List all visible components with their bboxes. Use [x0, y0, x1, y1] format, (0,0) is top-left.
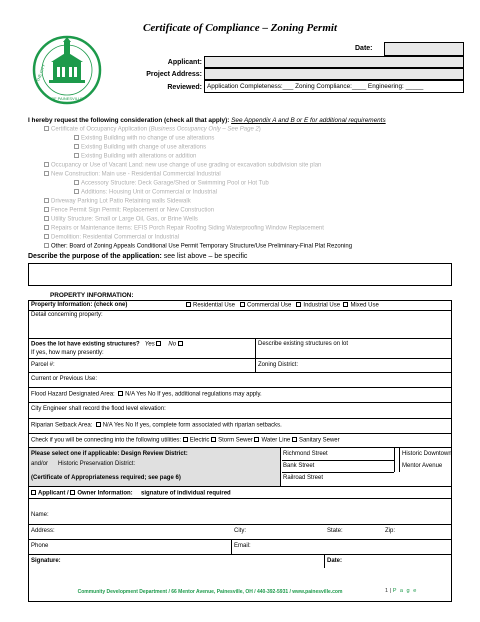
consideration-item-13[interactable]: Other: Board of Zoning Appeals Conditional Use Permit Temporary Structure/Use Preliminary-Final Plat Rezoning — [44, 243, 352, 250]
checkbox[interactable] — [44, 234, 49, 239]
checkbox-electric[interactable] — [183, 437, 188, 442]
checkbox-storm-sewer[interactable] — [211, 437, 216, 442]
zip-label: Zip: — [385, 528, 396, 534]
city-seal-logo — [31, 32, 103, 112]
checkbox[interactable] — [44, 198, 49, 203]
coa-note: (Certificate of Appropriateness required; see page 6) — [31, 475, 181, 481]
consideration-item-3[interactable]: Existing Building with alterations or addition — [74, 153, 196, 160]
use-options: Residential Use Commercial Use Industrial Use Mixed Use — [186, 302, 379, 309]
consideration-heading — [28, 117, 386, 124]
consideration-note: See Appendix A and B or E for additional requirements — [231, 117, 386, 124]
consideration-item-9[interactable]: Fence Permit Sign Permit: Replacement or New Construction — [44, 207, 214, 214]
consideration-item-11[interactable]: Repairs or Maintenance items: EFIS Porch Repair Roofing Siding Waterproofing Window Replacement — [44, 225, 324, 232]
reviewed-field — [204, 80, 464, 93]
applicant-owner-heading: Applicant / Owner Information: signature of individual required — [31, 490, 231, 497]
consideration-lead: I hereby request the following consideration (check all that apply): — [28, 117, 230, 124]
footer-text: Community Development Department / 66 Mentor Avenue, Painesville, OH / 440-392-5931 / www.painesville.com — [77, 589, 343, 595]
city-engineer-label: City Engineer shall record the flood level elevation: — [31, 406, 166, 412]
district-bank[interactable]: Bank Street — [283, 463, 315, 469]
flood-row: Flood Hazard Designated Area: N/A Yes No If yes, additional regulations may apply. — [31, 391, 262, 398]
existing-structures-q: Does the lot have existing structures? Yes No — [31, 341, 185, 348]
project-address-label: Project Address: — [146, 71, 202, 78]
checkbox[interactable] — [74, 153, 79, 158]
applicant-label: Applicant: — [167, 59, 202, 66]
checkbox[interactable] — [44, 126, 49, 131]
utilities-row: Check if you will be connecting into the following utilities: Electric Storm Sewer Water Line Sanitary Sewer — [31, 437, 340, 444]
purpose-label: Describe the purpose of the application: see list above – be specific — [28, 253, 248, 260]
page-number: 1 | P a g e — [385, 588, 418, 594]
zoning-district-label: Zoning District: — [258, 362, 299, 368]
checkbox[interactable] — [74, 135, 79, 140]
parcel-label: Parcel #: — [31, 362, 55, 368]
checkbox[interactable] — [44, 243, 49, 248]
applicant-field[interactable] — [204, 56, 464, 68]
checkbox-owner[interactable] — [70, 490, 75, 495]
svg-text:THE CITY: THE CITY — [35, 63, 47, 83]
checkbox-industrial[interactable] — [296, 302, 301, 307]
consideration-item-4[interactable]: Occupancy or Use of Vacant Land: new use change of use grading or excavation subdivision site plan — [44, 162, 321, 169]
state-label: State: — [327, 528, 343, 534]
checkbox[interactable] — [74, 180, 79, 185]
project-address-field[interactable] — [204, 68, 464, 80]
district-railroad[interactable]: Railroad Street — [283, 475, 324, 481]
consideration-item-2[interactable]: Existing Building with change of use alterations — [74, 144, 206, 151]
checkbox[interactable] — [74, 189, 79, 194]
date-label: Date: — [355, 45, 373, 52]
signature-date-label: Date: — [327, 558, 343, 564]
checkbox-water-line[interactable] — [254, 437, 259, 442]
consideration-item-6[interactable]: Accessory Structure: Deck Garage/Shed or Swimming Pool or Hot Tub — [74, 180, 269, 187]
checkbox-no[interactable] — [178, 341, 183, 346]
district-historic-downtown[interactable]: Historic Downtown — [402, 451, 452, 457]
city-label: City: — [234, 528, 246, 534]
name-label: Name: — [31, 512, 49, 518]
consideration-item-7[interactable]: Additions: Housing Unit or Commercial or Industrial — [74, 189, 217, 196]
checkbox[interactable] — [44, 171, 49, 176]
svg-text:OF PAINESVILLE: OF PAINESVILLE — [51, 96, 83, 101]
email-label: Email: — [234, 543, 251, 549]
district-mentor-avenue[interactable]: Mentor Avenue — [402, 463, 443, 469]
consideration-item-8[interactable]: Driveway Parking Lot Patio Retaining walls Sidewalk — [44, 198, 191, 205]
checkbox[interactable] — [44, 162, 49, 167]
reviewed-label: Reviewed: — [167, 84, 202, 91]
property-info-label: Property Information: (check one) — [31, 302, 128, 308]
checkbox-flood[interactable] — [118, 391, 123, 396]
address-label: Address: — [31, 528, 55, 534]
property-heading: PROPERTY INFORMATION: — [50, 292, 134, 299]
checkbox-residential[interactable] — [186, 302, 191, 307]
consideration-item-5[interactable]: New Construction: Main use - Residential Commercial Industrial — [44, 171, 221, 178]
consideration-item-10[interactable]: Utility Structure: Small or Large Oil, Gas, or Brine Wells — [44, 216, 198, 223]
checkbox-riparian[interactable] — [96, 422, 101, 427]
checkbox-mixed[interactable] — [343, 302, 348, 307]
and-or-line: and/or Historic Preservation District: — [31, 461, 136, 467]
district-richmond[interactable]: Richmond Street — [283, 451, 328, 457]
checkbox-applicant[interactable] — [31, 490, 36, 495]
detail-label: Detail concerning property: — [31, 312, 103, 318]
checkbox[interactable] — [44, 216, 49, 221]
how-many-label: If yes, how many presently: — [31, 350, 104, 356]
riparian-row: Riparian Setback Area: N/A Yes No If yes, complete form associated with riparian setbacks. — [31, 422, 282, 429]
consideration-item-1[interactable]: Existing Building with no change of use alterations — [74, 135, 214, 142]
checkbox-yes[interactable] — [156, 341, 161, 346]
design-select-line: Please select one if applicable: Design Review District: — [31, 451, 188, 457]
consideration-item-0[interactable]: Certificate of Occupancy Application (Business Occupancy Only – See Page 2) — [44, 126, 261, 133]
checkbox[interactable] — [74, 144, 79, 149]
checkbox-sanitary-sewer[interactable] — [292, 437, 297, 442]
date-field[interactable] — [384, 42, 464, 56]
describe-existing-label: Describe existing structures on lot — [258, 341, 349, 347]
current-use-label: Current or Previous Use: — [31, 376, 98, 382]
phone-label: Phone — [31, 543, 49, 549]
page-title: Certificate of Compliance – Zoning Permit — [142, 22, 337, 34]
checkbox-commercial[interactable] — [240, 302, 245, 307]
purpose-field[interactable] — [28, 263, 452, 286]
signature-label: Signature: — [31, 558, 61, 564]
reviewed-text: Application Completeness:___ Zoning Compliance:____ Engineering: _____ — [207, 83, 424, 90]
consideration-item-12[interactable]: Demolition: Residential Commercial or Industrial — [44, 234, 179, 241]
checkbox[interactable] — [44, 225, 49, 230]
checkbox[interactable] — [44, 207, 49, 212]
